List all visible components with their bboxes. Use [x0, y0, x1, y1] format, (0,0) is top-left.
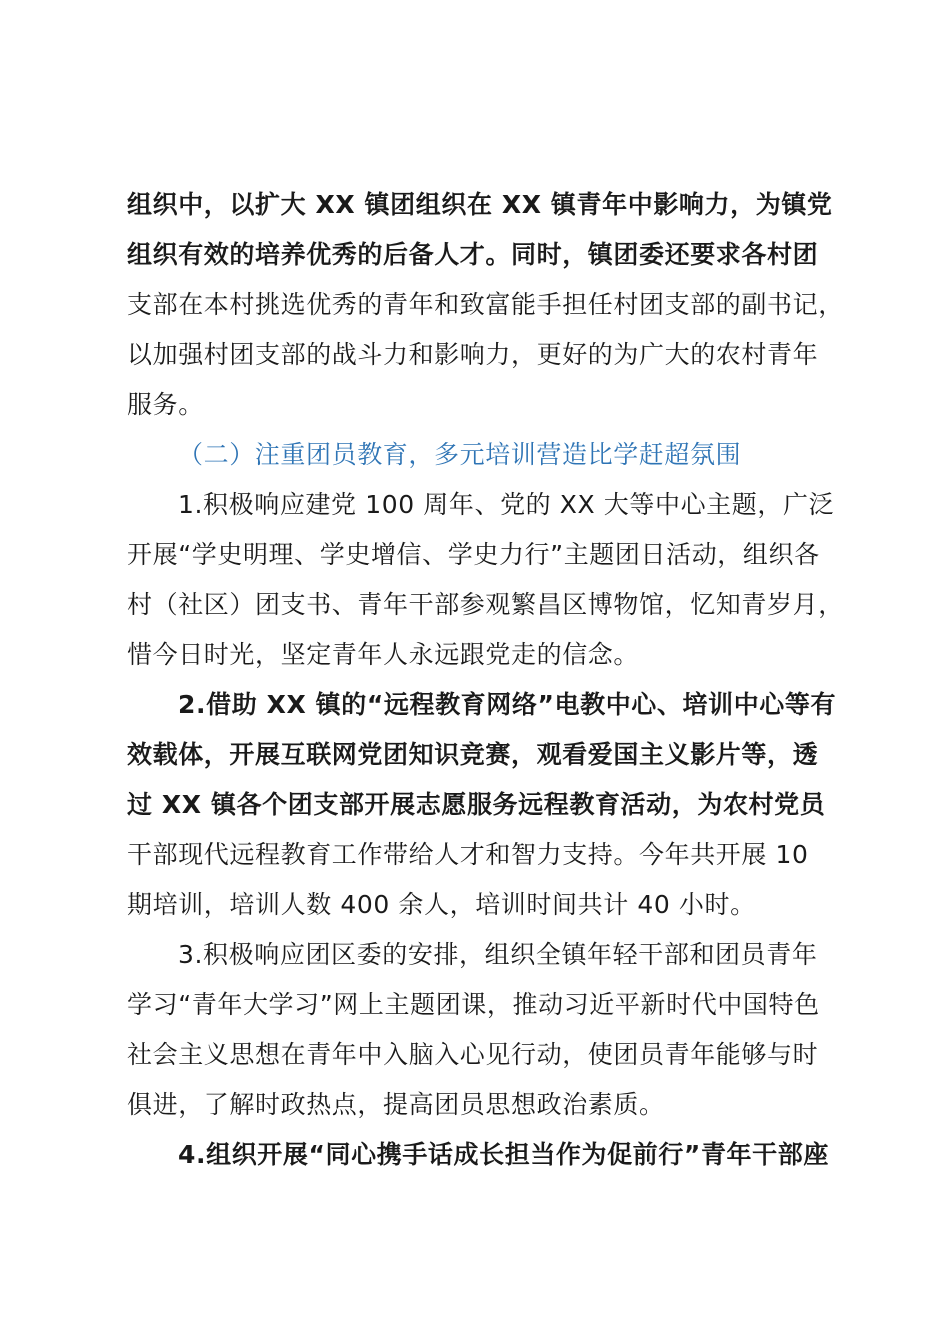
- paragraph-intro-line-1: 组织中，以扩大 XX 镇团组织在 XX 镇青年中影响力，为镇党: [127, 190, 833, 219]
- item4-line-1: 4.组织开展“同心携手话成长担当作为促前行”青年干部座: [178, 1140, 829, 1169]
- item1-line-4: 惜今日时光，坚定青年人永远跟党走的信念。: [127, 640, 640, 669]
- section-heading: （二）注重团员教育，多元培训营造比学赶超氛围: [178, 440, 742, 469]
- paragraph-intro-line-5: 服务。: [127, 390, 204, 419]
- paragraph-intro-line-3: 支部在本村挑选优秀的青年和致富能手担任村团支部的副书记，: [127, 290, 844, 319]
- item3-line-1: 3.积极响应团区委的安排，组织全镇年轻干部和团员青年: [178, 940, 818, 969]
- item1-line-2: 开展“学史明理、学史增信、学史力行”主题团日活动，组织各: [127, 540, 820, 569]
- item2-line-3: 过 XX 镇各个团支部开展志愿服务远程教育活动，为农村党员: [127, 790, 826, 819]
- item1-line-3: 村（社区）团支书、青年干部参观繁昌区博物馆，忆知青岁月，: [127, 590, 844, 619]
- paragraph-intro-line-2: 组织有效的培养优秀的后备人才。同时，镇团委还要求各村团: [127, 240, 819, 269]
- item2-line-5: 期培训，培训人数 400 余人，培训时间共计 40 小时。: [127, 890, 756, 919]
- item3-line-2: 学习“青年大学习”网上主题团课，推动习近平新时代中国特色: [127, 990, 820, 1019]
- paragraph-intro-line-4: 以加强村团支部的战斗力和影响力，更好的为广大的农村青年: [127, 340, 819, 369]
- item2-line-2: 效载体，开展互联网党团知识竞赛，观看爱国主义影片等，透: [127, 740, 819, 769]
- item2-line-1: 2.借助 XX 镇的“远程教育网络”电教中心、培训中心等有: [178, 690, 837, 719]
- item1-line-1: 1.积极响应建党 100 周年、党的 XX 大等中心主题，广泛: [178, 490, 835, 519]
- item3-line-4: 俱进，了解时政热点，提高团员思想政治素质。: [127, 1090, 665, 1119]
- item2-line-4: 干部现代远程教育工作带给人才和智力支持。今年共开展 10: [127, 840, 809, 869]
- item3-line-3: 社会主义思想在青年中入脑入心见行动，使团员青年能够与时: [127, 1040, 819, 1069]
